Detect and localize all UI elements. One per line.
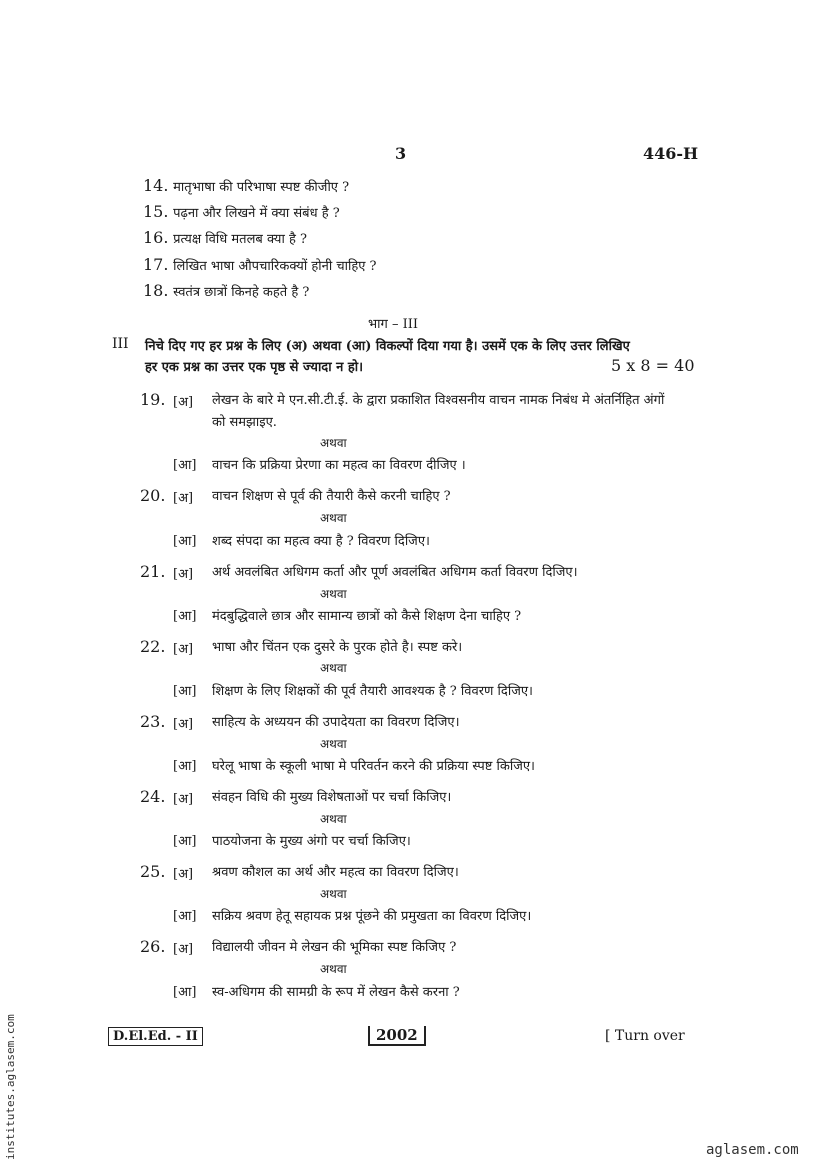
option-aa-label: [आ]: [173, 458, 197, 473]
question-number: 17.: [143, 255, 169, 274]
side-watermark: institutes.aglasem.com: [4, 1014, 17, 1160]
or-separator: अथवा: [320, 436, 347, 450]
bottom-watermark: aglasem.com: [706, 1142, 799, 1158]
question-number: 15.: [143, 202, 169, 221]
option-aa-label: [आ]: [173, 759, 197, 774]
course-code-box: D.El.Ed. - II: [108, 1027, 203, 1046]
option-a-text: लेखन के बारे मे एन.सी.टी.ई. के द्वारा प्रकाशित विश्वसनीय वाचन नामक निबंध मे अंतर्निहित अंगों: [212, 393, 665, 408]
question-number: 22.: [140, 637, 166, 656]
instruction-line-2: हर एक प्रश्न का उत्तर एक पृष्ठ से ज्यादा न हो।: [145, 360, 364, 375]
question-number: 21.: [140, 562, 166, 581]
question-14: [143, 176, 349, 195]
option-a-text: भाषा और चिंतन एक दुसरे के पुरक होते है। स्पष्ट करे।: [212, 640, 463, 655]
option-aa-text: स्व-अधिगम की सामग्री के रूप में लेखन कैसे करना ?: [212, 985, 460, 1000]
option-a-text: साहित्य के अध्ययन की उपादेयता का विवरण दिजिए।: [212, 715, 460, 730]
or-separator: अथवा: [320, 812, 347, 826]
instruction-line-1: निचे दिए गए हर प्रश्न के लिए (अ) अथवा (आ) विकल्पों दिया गया है। उसमें एक के लिए उत्तर लिखिए: [145, 339, 630, 354]
question-number: 16.: [143, 228, 169, 247]
question-17: [143, 255, 377, 274]
option-a-text: अर्थ अवलंबित अधिगम कर्ता और पूर्ण अवलंबित अधिगम कर्ता विवरण दिजिए।: [212, 565, 578, 580]
option-aa-text: शब्द संपदा का महत्व क्या है ? विवरण दिजिए।: [212, 534, 430, 549]
option-aa-label: [आ]: [173, 834, 197, 849]
or-separator: अथवा: [320, 887, 347, 901]
question-15: [143, 202, 340, 221]
question-text: मातृभाषा की परिभाषा स्पष्ट कीजीए ?: [173, 180, 350, 195]
option-a-label: [अ]: [173, 395, 194, 410]
part-title: भाग – III: [368, 317, 418, 332]
option-aa-label: [आ]: [173, 609, 197, 624]
question-text: स्वतंत्र छात्रों किनहे कहते है ?: [173, 285, 310, 300]
paper-number-box: 2002: [368, 1026, 426, 1046]
option-a-text: श्रवण कौशल का अर्थ और महत्व का विवरण दिजिए।: [212, 865, 459, 880]
option-a-label: [अ]: [173, 642, 194, 657]
or-separator: अथवा: [320, 737, 347, 751]
option-a-label: [अ]: [173, 792, 194, 807]
question-number: 20.: [140, 486, 166, 505]
option-a-text: संवहन विधि की मुख्य विशेषताओं पर चर्चा किजिए।: [212, 790, 452, 805]
question-number: 26.: [140, 937, 166, 956]
section-number: III: [112, 336, 129, 352]
or-separator: अथवा: [320, 661, 347, 675]
or-separator: अथवा: [320, 587, 347, 601]
question-16: [143, 228, 307, 247]
option-a-label: [अ]: [173, 942, 194, 957]
turn-over-label: [ Turn over: [605, 1028, 685, 1044]
option-a-text: विद्यालयी जीवन मे लेखन की भूमिका स्पष्ट किजिए ?: [212, 940, 457, 955]
question-text: पढ़ना और लिखने में क्या संबंध है ?: [173, 206, 340, 221]
option-aa-text: शिक्षण के लिए शिक्षकों की पूर्व तैयारी आवश्यक है ? विवरण दिजिए।: [212, 684, 533, 699]
option-a-text: वाचन शिक्षण से पूर्व की तैयारी कैसे करनी चाहिए ?: [212, 489, 451, 504]
option-aa-label: [आ]: [173, 534, 197, 549]
or-separator: अथवा: [320, 962, 347, 976]
option-aa-text: मंदबुद्धिवाले छात्र और सामान्य छात्रों को कैसे शिक्षण देना चाहिए ?: [212, 609, 522, 624]
option-aa-label: [आ]: [173, 909, 197, 924]
option-aa-text: सक्रिय श्रवण हेतू सहायक प्रश्न पूंछने की प्रमुखता का विवरण दिजिए।: [212, 909, 532, 924]
or-separator: अथवा: [320, 511, 347, 525]
question-number: 25.: [140, 862, 166, 881]
option-aa-label: [आ]: [173, 684, 197, 699]
option-aa-text: वाचन कि प्रक्रिया प्रेरणा का महत्व का विवरण दीजिए ।: [212, 458, 466, 473]
question-18: [143, 281, 309, 300]
question-number: 19.: [140, 390, 166, 409]
option-aa-label: [आ]: [173, 985, 197, 1000]
question-text: प्रत्यक्ष विधि मतलब क्या है ?: [173, 232, 307, 247]
option-aa-text: पाठयोजना के मुख्य अंगो पर चर्चा किजिए।: [212, 834, 411, 849]
paper-code: 446-H: [643, 144, 699, 163]
question-number: 14.: [143, 176, 169, 195]
option-a-label: [अ]: [173, 717, 194, 732]
question-number: 18.: [143, 281, 169, 300]
option-a-text-continued: को समझाइए.: [212, 415, 277, 430]
page-number: 3: [395, 144, 407, 163]
option-a-label: [अ]: [173, 867, 194, 882]
question-number: 24.: [140, 787, 166, 806]
option-aa-text: घरेलू भाषा के स्कूली भाषा मे परिवर्तन करने की प्रक्रिया स्पष्ट किजिए।: [212, 759, 535, 774]
question-text: लिखित भाषा औपचारिकक्यों होनी चाहिए ?: [173, 259, 377, 274]
option-a-label: [अ]: [173, 491, 194, 506]
question-number: 23.: [140, 712, 166, 731]
option-a-label: [अ]: [173, 567, 194, 582]
marks-scheme: 5 x 8 = 40: [611, 356, 695, 375]
